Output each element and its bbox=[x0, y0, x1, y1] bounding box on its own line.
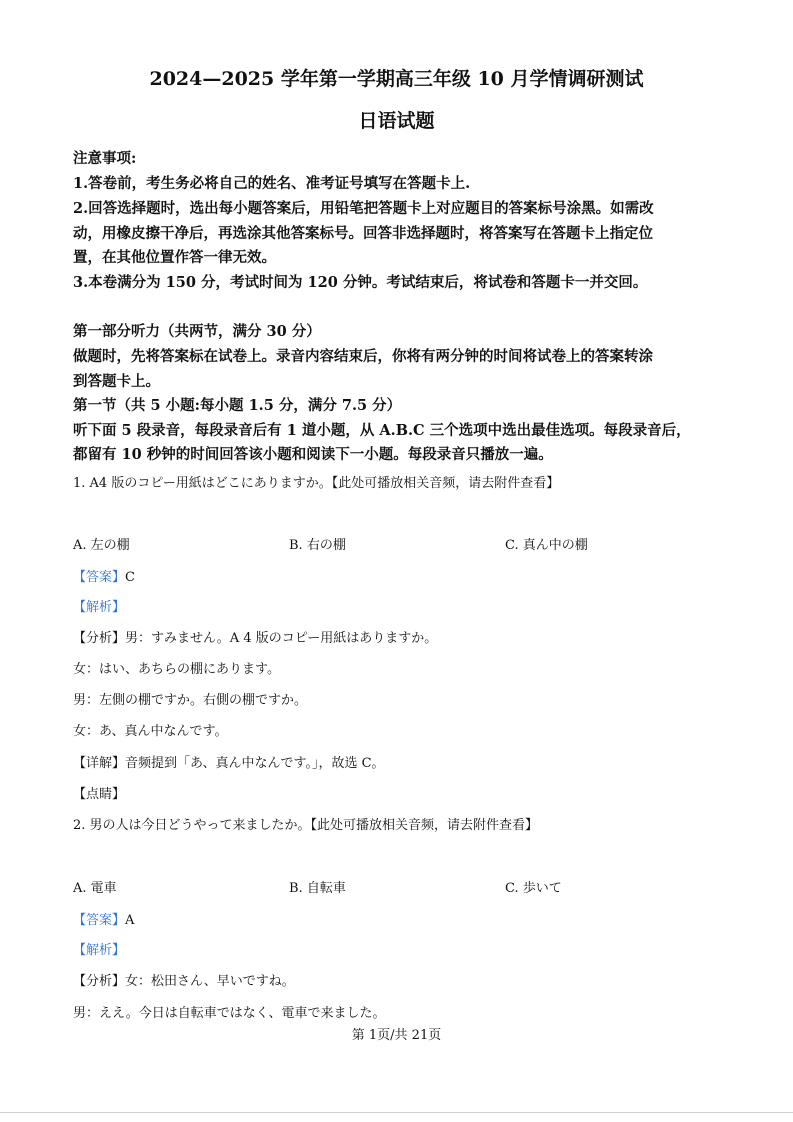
section1-line-1: 听下面 5 段录音，每段录音后有 1 道小题，从 A.B.C 三个选项中选出最佳选项。每段录音后， bbox=[73, 422, 691, 439]
q2-dialogue-1: 男：ええ。今日は自転車ではなく、電車で来ました。 bbox=[73, 1006, 386, 1021]
notice-line-1: 1.答卷前，考生务必将自己的姓名、准考证号填写在答题卡上. bbox=[73, 175, 471, 192]
q1-fenxi bbox=[73, 627, 437, 646]
fenxi-text: 男：すみません。A 4 版のコピー用紙はありますか。 bbox=[125, 631, 438, 646]
section1-heading: 第一节（共 5 小题:每小题 1.5 分，满分 7.5 分） bbox=[73, 397, 402, 414]
q1-dialogue-1: 女：はい、あちらの棚にあります。 bbox=[73, 662, 280, 677]
fenxi-label: 【分析】 bbox=[73, 974, 126, 989]
q2-question: 2. 男の人は今日どうやって来ましたか。【此处可播放相关音频，请去附件查看】 bbox=[73, 818, 539, 833]
q1-option-b: B. 右の棚 bbox=[289, 538, 346, 553]
answer-tag: 【答案】 bbox=[73, 913, 126, 928]
notice-line-5: 3.本卷满分为 150 分，考试时间为 120 分钟。考试结束后，将试卷和答题卡一并交回。 bbox=[73, 274, 648, 291]
q2-analysis-tag: 【解析】 bbox=[73, 943, 126, 958]
q1-question: 1. A4 版のコピー用紙はどこにありますか。【此处可播放相关音频，请去附件查看】 bbox=[73, 476, 560, 491]
fenxi-text: 女：松田さん、早いですね。 bbox=[125, 974, 295, 989]
page-divider bbox=[0, 1112, 793, 1113]
part1-line-2: 到答题卡上。 bbox=[73, 373, 160, 390]
q2-answer bbox=[73, 909, 134, 928]
page-footer: 第 1页/共 21页 bbox=[351, 1028, 442, 1043]
q2-option-c: C. 歩いて bbox=[505, 881, 562, 896]
detail-text: 音频提到「あ、真ん中なんです。」，故选 C。 bbox=[125, 756, 385, 771]
q1-dialogue-2: 男：左側の棚ですか。右側の棚ですか。 bbox=[73, 693, 308, 708]
q2-option-b: B. 自転車 bbox=[289, 881, 346, 896]
notice-line-4: 置，在其他位置作答一律无效。 bbox=[73, 249, 276, 266]
q1-detail bbox=[73, 752, 385, 771]
answer-value: C bbox=[125, 570, 135, 585]
section1-line-2: 都留有 10 秒钟的时间回答该小题和阅读下一小题。每段录音只播放一遍。 bbox=[73, 446, 553, 463]
answer-tag: 【答案】 bbox=[73, 570, 126, 585]
part1-heading: 第一部分听力（共两节，满分 30 分） bbox=[73, 323, 321, 340]
q2-option-a: A. 電車 bbox=[73, 881, 117, 896]
detail-label: 【详解】 bbox=[73, 756, 126, 771]
q1-option-c: C. 真ん中の棚 bbox=[505, 538, 588, 553]
fenxi-label: 【分析】 bbox=[73, 631, 126, 646]
exam-subtitle: 日语试题 bbox=[358, 110, 435, 132]
q1-analysis-tag: 【解析】 bbox=[73, 600, 126, 615]
q1-dianjing: 【点睛】 bbox=[73, 787, 126, 802]
notice-line-2: 2.回答选择题时，选出每小题答案后，用铅笔把答题卡上对应题目的答案标号涂黑。如需改 bbox=[73, 200, 654, 217]
q2-fenxi bbox=[73, 970, 295, 989]
q1-answer bbox=[73, 566, 135, 585]
q1-dialogue-3: 女：あ、真ん中なんです。 bbox=[73, 724, 228, 739]
part1-line-1: 做题时，先将答案标在试卷上。录音内容结束后，你将有两分钟的时间将试卷上的答案转涂 bbox=[73, 348, 653, 365]
notice-line-3: 动，用橡皮擦干净后，再选涂其他答案标号。回答非选择题时，将答案写在答题卡上指定位 bbox=[73, 225, 653, 242]
q1-option-a: A. 左の棚 bbox=[73, 538, 130, 553]
notice-heading: 注意事项: bbox=[73, 150, 137, 167]
answer-value: A bbox=[125, 913, 135, 928]
exam-title: 2024—2025 学年第一学期高三年级 10 月学情调研测试 bbox=[149, 68, 644, 90]
